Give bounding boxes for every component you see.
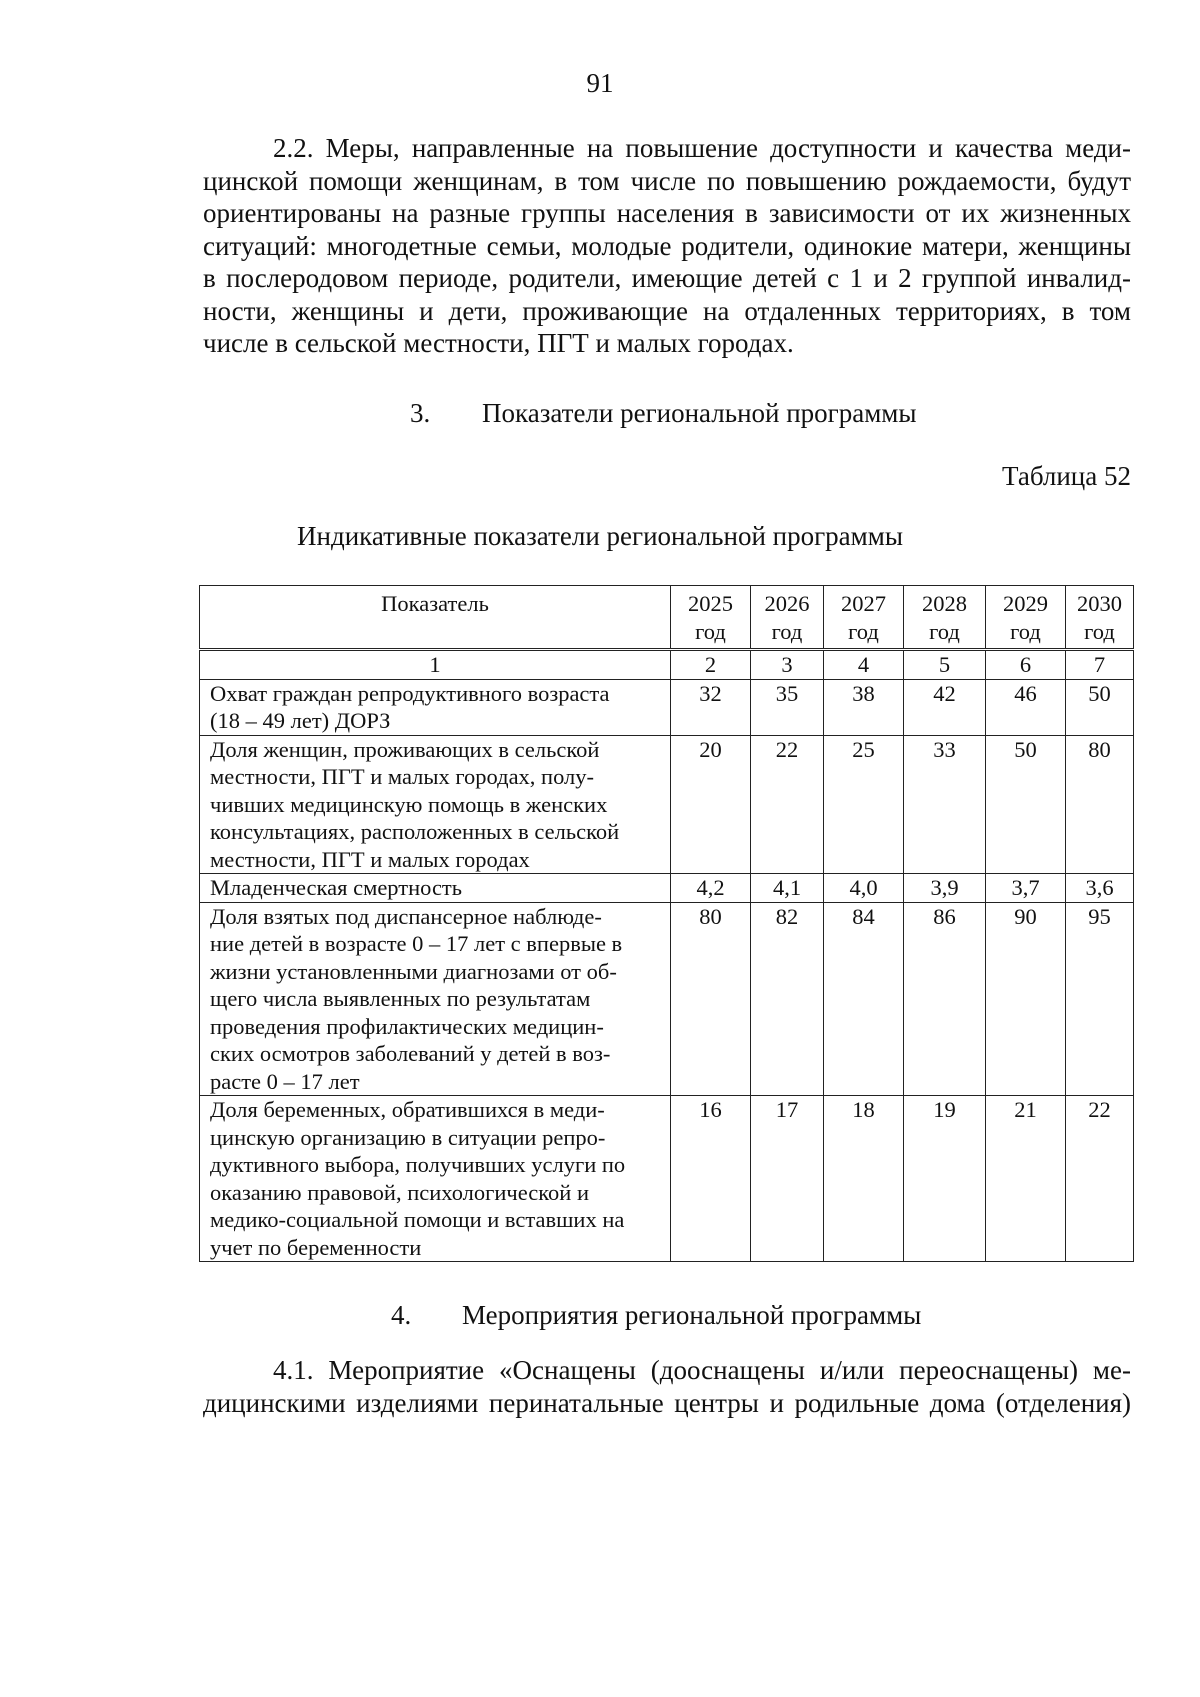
section-number: 4.: [391, 1300, 412, 1330]
indicator-value: 80: [671, 902, 751, 1096]
header-year: 2029 год: [986, 586, 1066, 650]
table-row: [200, 679, 1134, 735]
indicator-value: 3,6: [1066, 874, 1134, 903]
section-title: Показатели региональной программы: [482, 398, 917, 428]
indicator-value: 50: [1066, 679, 1134, 735]
indicator-value: 80: [1066, 735, 1134, 874]
paragraph-line: дицинскими изделиями перинатальные центры и родильные дома (отделения): [203, 1387, 1131, 1418]
table-row: [200, 1096, 1134, 1262]
indicator-value: 82: [751, 902, 824, 1096]
indicator-value: 25: [824, 735, 904, 874]
section-title: Мероприятия региональной программы: [462, 1300, 922, 1330]
column-number: 2: [671, 650, 751, 680]
indicator-value: 19: [904, 1096, 986, 1262]
table-title: Индикативные показатели региональной программы: [297, 521, 903, 551]
table-row: [200, 874, 1134, 903]
indicator-value: 86: [904, 902, 986, 1096]
indicator-value: 84: [824, 902, 904, 1096]
table-header-row: [200, 586, 1134, 650]
column-number-row: [200, 650, 1134, 680]
column-number: 6: [986, 650, 1066, 680]
indicator-value: 35: [751, 679, 824, 735]
paragraph-line: ориентированы на разные группы населения в зависимости от их жизненных: [203, 198, 1131, 228]
paragraph-line: 2.2. Меры, направленные на повышение доступности и качества меди-: [273, 133, 1131, 163]
column-number: 4: [824, 650, 904, 680]
indicator-value: 95: [1066, 902, 1134, 1096]
header-year: 2030 год: [1066, 586, 1134, 650]
indicator-value: 4,2: [671, 874, 751, 903]
indicator-name: Охват граждан репродуктивного возраста (18 – 49 лет) ДОРЗ: [200, 679, 671, 735]
indicator-value: 38: [824, 679, 904, 735]
indicators-table: [199, 585, 1134, 1262]
paragraph-line: цинской помощи женщинам, в том числе по повышению рождаемости, будут: [203, 165, 1131, 196]
section-number: 3.: [410, 398, 431, 428]
indicator-value: 32: [671, 679, 751, 735]
table-row: [200, 902, 1134, 1096]
column-number: 1: [200, 650, 671, 680]
indicator-value: 33: [904, 735, 986, 874]
indicator-name: Доля взятых под диспансерное наблюде- ние детей в возрасте 0 – 17 лет с впервые в жизни установленными диагнозами от об- щего числа выявленных по результатам проведения профилактических медицин- ских осмотров заболеваний у детей в воз- расте 0 – 17 лет: [200, 902, 671, 1096]
indicator-value: 22: [1066, 1096, 1134, 1262]
column-number: 5: [904, 650, 986, 680]
header-year: 2026 год: [751, 586, 824, 650]
column-number: 7: [1066, 650, 1134, 680]
indicator-value: 90: [986, 902, 1066, 1096]
indicator-value: 17: [751, 1096, 824, 1262]
table-label: Таблица 52: [1002, 461, 1131, 491]
table-row: [200, 735, 1134, 874]
paragraph-line: 4.1. Мероприятие «Оснащены (дооснащены и/или переоснащены) ме-: [273, 1355, 1131, 1385]
header-indicator: Показатель: [200, 586, 671, 650]
header-year: 2028 год: [904, 586, 986, 650]
paragraph-line: числе в сельской местности, ПГТ и малых городах.: [203, 328, 794, 358]
indicator-value: 18: [824, 1096, 904, 1262]
indicator-value: 21: [986, 1096, 1066, 1262]
indicator-name: Младенческая смертность: [200, 874, 671, 903]
page-number: 91: [586, 68, 614, 98]
indicator-name: Доля женщин, проживающих в сельской местности, ПГТ и малых городах, полу- чивших медицинскую помощь в женских консультациях, расположенных в сельской местности, ПГТ и малых городах: [200, 735, 671, 874]
indicator-value: 46: [986, 679, 1066, 735]
indicator-name: Доля беременных, обратившихся в меди- цинскую организацию в ситуации репро- дуктивного выбора, получивших услуги по оказанию правовой, психологической и медико-социальной помощи и вставших на учет по беременности: [200, 1096, 671, 1262]
paragraph-line: в послеродовом периоде, родители, имеющие детей с 1 и 2 группой инвалид-: [203, 263, 1131, 293]
indicator-value: 4,1: [751, 874, 824, 903]
indicator-value: 42: [904, 679, 986, 735]
indicator-value: 3,7: [986, 874, 1066, 903]
header-year: 2027 год: [824, 586, 904, 650]
paragraph-line: ности, женщины и дети, проживающие на отдаленных территориях, в том: [203, 295, 1131, 326]
paragraph-4-1: [203, 1354, 1131, 1419]
indicator-value: 16: [671, 1096, 751, 1262]
intro-paragraph: [203, 132, 1131, 360]
indicator-value: 4,0: [824, 874, 904, 903]
indicator-value: 22: [751, 735, 824, 874]
indicator-value: 20: [671, 735, 751, 874]
column-number: 3: [751, 650, 824, 680]
indicator-value: 3,9: [904, 874, 986, 903]
paragraph-line: ситуаций: многодетные семьи, молодые родители, одинокие матери, женщины: [203, 230, 1131, 261]
header-year: 2025 год: [671, 586, 751, 650]
indicator-value: 50: [986, 735, 1066, 874]
